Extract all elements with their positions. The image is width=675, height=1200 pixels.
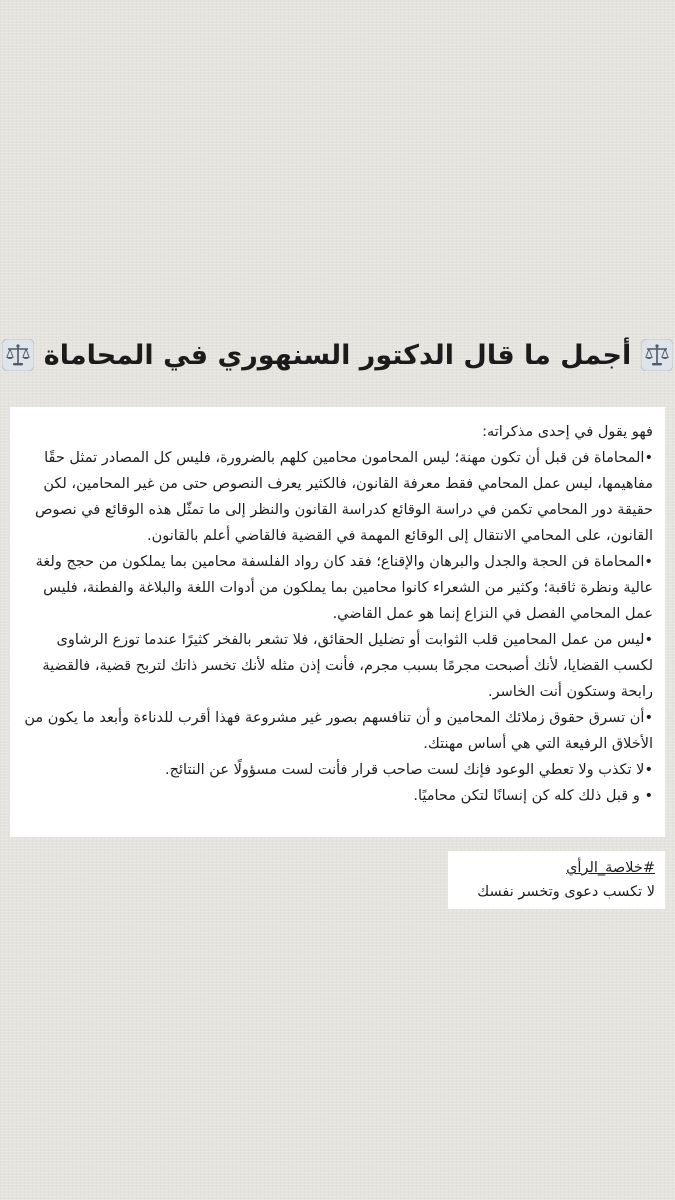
paragraph: •ليس من عمل المحامين قلب الثوابت أو تضليل الحقائق، فلا تشعر بالفخر كثيرًا عندما توزع الرشاوى لكسب القضايا، لأنك أصبحت مجرمًا بسبب مجرم، فأنت إذن مثله لأنك تخسر ذاتك لتربح قضية، فالقضية رابحة وستكون أنت الخاسر. — [42, 632, 653, 700]
balance-scale-icon — [2, 339, 34, 371]
paragraph: •لا تكذب ولا تعطي الوعود فإنك لست صاحب قرار فأنت لست مسؤولًا عن النتائج. — [165, 762, 653, 778]
summary-text: لا تكسب دعوى وتخسر نفسك — [477, 884, 655, 900]
summary-card — [448, 851, 665, 909]
balance-scale-icon — [641, 339, 673, 371]
intro-text: فهو يقول في إحدى مذكراته: — [482, 424, 653, 440]
summary-hashtag[interactable]: #خلاصة_الرأي — [566, 860, 655, 876]
paragraph: • و قبل ذلك كله كن إنسانًا لتكن محاميًا. — [413, 788, 653, 804]
paragraph: •المحاماة فن الحجة والجدل والبرهان والإقناع؛ فقد كان رواد الفلسفة محامين بما يملكون من حجج ولغة عالية ونظرة ثاقبة؛ وكثير من الشعراء كانوا محامين بما يملكون من أدوات اللغة والبلاغة والفطنة، فليس عمل المحامي الفصل في النزاع إنما هو عمل القاضي. — [35, 554, 653, 622]
quote-card — [10, 407, 665, 837]
page-title — [0, 330, 675, 380]
page-title-text: أجمل ما قال الدكتور السنهوري في المحاماة — [43, 339, 632, 371]
paragraph: •المحاماة فن قبل أن تكون مهنة؛ ليس المحامون محامين كلهم بالضرورة، فليس كل المصادر تمثل حقًا مفاهيمها، ليس عمل المحامي فقط معرفة القانون، فالكثير يعرف النصوص حتى من غير المحامين، لكن حقيقة دور المحامي تكمن في دراسة الوقائع كدراسة القانون والنظر إلى ما تمثّل هذه الوقائع في نصوص القانون، على المحامي الانتقال إلى الوقائع المهمة في القضية فالقاضي أعلم بالقانون. — [35, 450, 653, 544]
paragraph: •أن تسرق حقوق زملائك المحامين و أن تنافسهم بصور غير مشروعة فهذا أقرب للدناءة وأبعد ما يكون من الأخلاق الرفيعة التي هي أساس مهنتك. — [24, 710, 653, 752]
